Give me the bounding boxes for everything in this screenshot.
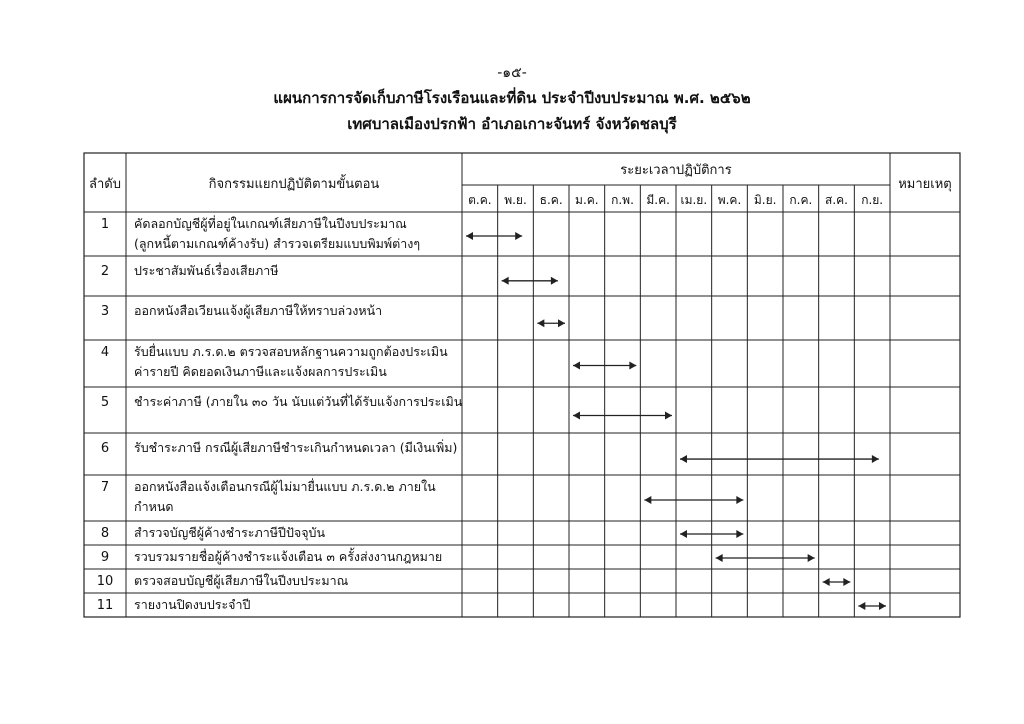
arrow-left-head bbox=[716, 554, 723, 562]
header-month: ก.พ. bbox=[611, 193, 634, 207]
arrow-left-head bbox=[573, 412, 580, 420]
page-number: -๑๕- bbox=[497, 65, 527, 81]
header-month: ธ.ค. bbox=[539, 193, 563, 207]
header-month: พ.ค. bbox=[717, 193, 742, 207]
arrow-right-head bbox=[558, 319, 565, 327]
row-number: 8 bbox=[100, 526, 110, 541]
header-month: พ.ย. bbox=[504, 193, 527, 207]
row-activity-text: รับยื่นแบบ ภ.ร.ด.๒ ตรวจสอบหลักฐานความถูกต้องประเมิน bbox=[134, 344, 448, 359]
row-number: 9 bbox=[100, 550, 110, 565]
header-month: ก.ค. bbox=[789, 193, 813, 207]
row-number: 7 bbox=[100, 480, 110, 495]
row-activity-text: ออกหนังสือเวียนแจ้งผู้เสียภาษีให้ทราบล่วงหน้า bbox=[134, 303, 383, 318]
arrow-left-head bbox=[466, 232, 473, 240]
arrow-left-head bbox=[573, 362, 580, 370]
row-number: 2 bbox=[100, 264, 110, 279]
document-title: แผนการการจัดเก็บภาษีโรงเรือนและที่ดิน ประจำปีงบประมาณ พ.ศ. ๒๕๖๒ bbox=[273, 89, 751, 107]
header-month: ต.ค. bbox=[468, 193, 492, 207]
row-activity-text: ชำระค่าภาษี (ภายใน ๓๐ วัน นับแต่วันที่ได้รับแจ้งการประเมิน bbox=[134, 394, 463, 409]
document-subtitle: เทศบาลเมืองปรกฟ้า อำเภอเกาะจันทร์ จังหวัดชลบุรี bbox=[347, 115, 677, 133]
row-number: 4 bbox=[100, 345, 110, 360]
arrow-right-head bbox=[551, 277, 558, 285]
row-activity-text: ประชาสัมพันธ์เรื่องเสียภาษี bbox=[134, 263, 279, 278]
row-activity-text: ตรวจสอบบัญชีผู้เสียภาษีในปีงบประมาณ bbox=[134, 573, 349, 588]
header-activity: กิจกรรมแยกปฏิบัติตามขั้นตอน bbox=[208, 177, 380, 192]
arrow-right-head bbox=[736, 496, 743, 504]
arrow-right-head bbox=[515, 232, 522, 240]
header-month: มิ.ย. bbox=[753, 193, 777, 207]
header-remark: หมายเหตุ bbox=[898, 177, 952, 192]
arrow-left-head bbox=[858, 602, 865, 610]
row-activity-text: รับชำระภาษี กรณีผู้เสียภาษีชำระเกินกำหนดเวลา (มีเงินเพิ่ม) bbox=[134, 440, 458, 455]
header-month: ส.ค. bbox=[825, 193, 848, 207]
arrow-right-head bbox=[665, 412, 672, 420]
row-activity-text: คัดลอกบัญชีผู้ที่อยู่ในเกณฑ์เสียภาษีในปีงบประมาณ bbox=[134, 216, 407, 231]
row-activity-text: รายงานปิดงบประจำปี bbox=[134, 597, 251, 612]
arrow-right-head bbox=[879, 602, 886, 610]
arrow-left-head bbox=[680, 530, 687, 538]
arrow-left-head bbox=[502, 277, 509, 285]
arrow-left-head bbox=[823, 578, 830, 586]
row-activity-text: รวบรวมรายชื่อผู้ค้างชำระแจ้งเตือน ๓ ครั้งส่งงานกฎหมาย bbox=[134, 549, 443, 564]
header-month: เม.ย. bbox=[680, 193, 708, 207]
row-number: 3 bbox=[100, 304, 110, 319]
row-number: 1 bbox=[100, 217, 110, 232]
header-period: ระยะเวลาปฏิบัติการ bbox=[620, 163, 732, 178]
row-activity-text: กำหนด bbox=[134, 499, 174, 514]
arrow-left-head bbox=[537, 319, 544, 327]
arrow-right-head bbox=[843, 578, 850, 586]
row-activity-text: ค่ารายปี คิดยอดเงินภาษีและแจ้งผลการประเมิน bbox=[134, 364, 387, 379]
row-activity-text: ออกหนังสือแจ้งเตือนกรณีผู้ไม่มายื่นแบบ ภ.ร.ด.๒ ภายใน bbox=[134, 479, 436, 494]
arrow-right-head bbox=[736, 530, 743, 538]
header-month: ก.ย. bbox=[861, 193, 884, 207]
row-activity-text: (ลูกหนี้ตามเกณฑ์ค้างรับ) สำรวจเตรียมแบบพิมพ์ต่างๆ bbox=[134, 236, 421, 251]
row-number: 11 bbox=[96, 598, 114, 613]
row-number: 6 bbox=[100, 441, 110, 456]
header-month: ม.ค. bbox=[575, 193, 599, 207]
header-order: ลำดับ bbox=[89, 177, 121, 192]
arrow-right-head bbox=[808, 554, 815, 562]
row-activity-text: สำรวจบัญชีผู้ค้างชำระภาษีปีปัจจุบัน bbox=[134, 525, 326, 540]
arrow-left-head bbox=[644, 496, 651, 504]
row-number: 10 bbox=[96, 574, 114, 589]
arrow-right-head bbox=[629, 362, 636, 370]
arrow-left-head bbox=[680, 455, 687, 463]
arrow-right-head bbox=[872, 455, 879, 463]
row-number: 5 bbox=[100, 395, 110, 410]
header-month: มี.ค. bbox=[646, 193, 670, 207]
